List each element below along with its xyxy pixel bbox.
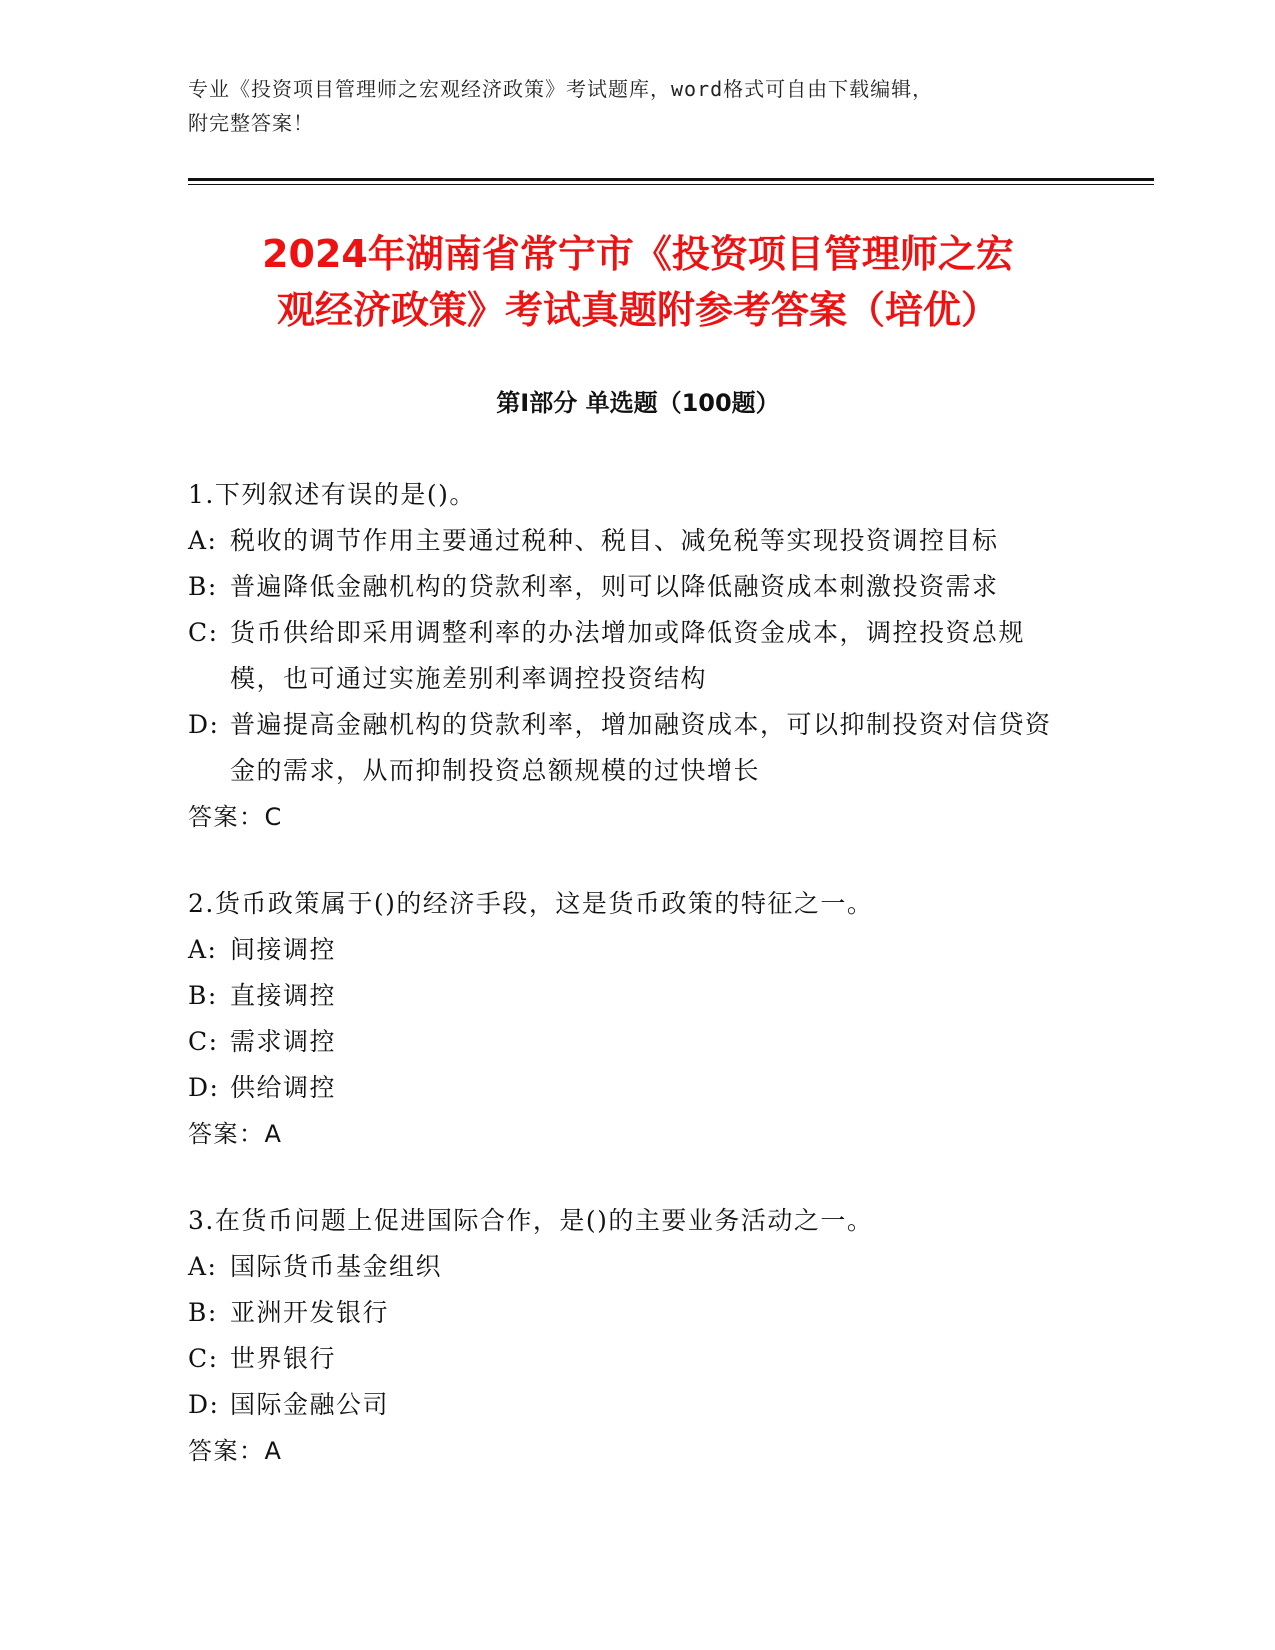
option-text: 需求调控 — [230, 1027, 337, 1056]
option-d — [188, 1382, 1068, 1428]
answer-value: C — [264, 803, 283, 831]
answer-value: A — [264, 1437, 283, 1465]
option-d — [188, 702, 1068, 794]
option-c — [188, 1019, 1068, 1065]
option-letter: D: — [188, 1073, 220, 1102]
answer-line — [188, 794, 1068, 840]
question-stem: 1.下列叙述有误的是()。 — [188, 480, 476, 509]
option-letter: C: — [188, 618, 219, 647]
option-letter: B: — [188, 572, 218, 601]
option-letter: C: — [188, 1344, 219, 1373]
option-a — [188, 518, 1068, 564]
option-d — [188, 1065, 1068, 1111]
option-letter: D: — [188, 710, 220, 739]
option-text: 国际金融公司 — [230, 1390, 390, 1419]
document-title-line-1: 2024年湖南省常宁市《投资项目管理师之宏 — [262, 232, 1014, 276]
option-b — [188, 1290, 1068, 1336]
option-text: 供给调控 — [230, 1073, 337, 1102]
question-list — [188, 472, 1068, 1515]
section-title: 第I部分 单选题（100题） — [496, 389, 780, 417]
option-letter: B: — [188, 1298, 218, 1327]
header-note-line-1: 专业《投资项目管理师之宏观经济政策》考试题库，word格式可自由下载编辑， — [188, 77, 934, 101]
header-divider-thin — [188, 184, 1154, 185]
option-text: 货币供给即采用调整利率的办法增加或降低资金成本，调控投资总规模，也可通过实施差别利率调控投资结构 — [230, 618, 1026, 693]
option-letter: A: — [188, 935, 218, 964]
header-note-line-2: 附完整答案！ — [188, 111, 314, 135]
question-3 — [188, 1198, 1068, 1474]
question-stem: 3.在货币问题上促进国际合作，是()的主要业务活动之一。 — [188, 1206, 874, 1235]
answer-value: A — [264, 1120, 283, 1148]
option-letter: A: — [188, 526, 218, 555]
option-b — [188, 564, 1068, 610]
question-stem: 2.货币政策属于()的经济手段，这是货币政策的特征之一。 — [188, 889, 874, 918]
option-b — [188, 973, 1068, 1019]
option-c — [188, 1336, 1068, 1382]
question-2 — [188, 881, 1068, 1157]
header-note — [188, 72, 1088, 140]
option-c — [188, 610, 1068, 702]
answer-label: 答案： — [188, 1120, 265, 1148]
option-letter: A: — [188, 1252, 218, 1281]
answer-label: 答案： — [188, 1437, 265, 1465]
option-text: 直接调控 — [230, 981, 337, 1010]
option-text: 间接调控 — [230, 935, 337, 964]
question-1 — [188, 472, 1068, 840]
option-a — [188, 1244, 1068, 1290]
option-text: 世界银行 — [230, 1344, 337, 1373]
document-title — [188, 226, 1088, 338]
option-letter: D: — [188, 1390, 220, 1419]
option-letter: B: — [188, 981, 218, 1010]
answer-line — [188, 1111, 1068, 1157]
option-text: 税收的调节作用主要通过税种、税目、减免税等实现投资调控目标 — [230, 526, 999, 555]
option-letter: C: — [188, 1027, 219, 1056]
option-text: 亚洲开发银行 — [230, 1298, 390, 1327]
answer-line — [188, 1428, 1068, 1474]
option-a — [188, 927, 1068, 973]
option-text: 普遍降低金融机构的贷款利率，则可以降低融资成本刺激投资需求 — [230, 572, 999, 601]
option-text: 国际货币基金组织 — [230, 1252, 443, 1281]
document-title-line-2: 观经济政策》考试真题附参考答案（培优） — [276, 288, 999, 332]
header-divider-thick — [188, 178, 1154, 181]
option-text: 普遍提高金融机构的贷款利率，增加融资成本，可以抑制投资对信贷资金的需求，从而抑制投资总额规模的过快增长 — [230, 710, 1052, 785]
answer-label: 答案： — [188, 803, 265, 831]
